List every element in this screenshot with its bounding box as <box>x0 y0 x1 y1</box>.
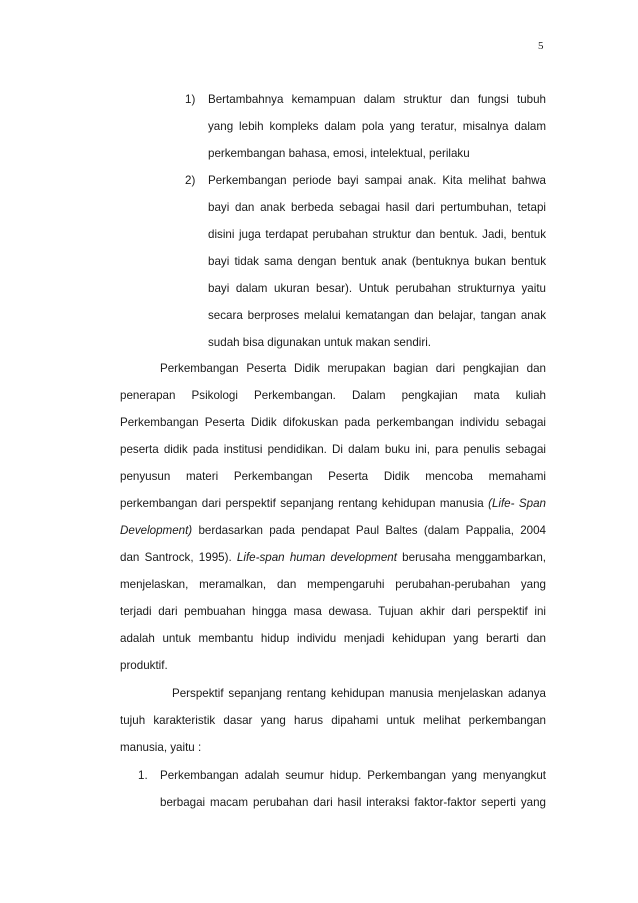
sub-list-line: sudah bisa digunakan untuk makan sendiri. <box>208 336 432 349</box>
sub-list-marker: 2) <box>185 174 196 187</box>
sub-list-line: Perkembangan periode bayi sampai anak. Kita melihat bahwa <box>208 174 546 187</box>
sub-list-line: disini juga terdapat perubahan struktur dan bentuk. Jadi, bentuk <box>208 228 546 241</box>
italic-term: (Life- Span <box>488 497 546 510</box>
sub-list-line: Bertambahnya kemampuan dalam struktur dan fungsi tubuh <box>208 93 546 106</box>
paragraph-line: Perkembangan Peserta Didik merupakan bagian dari pengkajian dan <box>160 362 546 375</box>
paragraph-line: penerapan Psikologi Perkembangan. Dalam pengkajian mata kuliah <box>120 389 546 402</box>
page-number: 5 <box>538 40 544 52</box>
list-marker: 1. <box>138 769 148 782</box>
paragraph-line: menjelaskan, meramalkan, dan mempengaruhi perubahan-perubahan yang <box>120 578 546 591</box>
list-line: berbagai macam perubahan dari hasil interaksi faktor-faktor seperti yang <box>160 796 546 809</box>
paragraph-line: penyusun materi Perkembangan Peserta Didik mencoba memahami <box>120 470 546 483</box>
sub-list-line: bayi dan anak berbeda sebagai hasil dari pertumbuhan, tetapi <box>208 201 546 214</box>
paragraph-line: Perkembangan Peserta Didik difokuskan pada perkembangan individu sebagai <box>120 416 546 429</box>
list-line: Perkembangan adalah seumur hidup. Perkembangan yang menyangkut <box>160 769 546 782</box>
sub-list-line: yang lebih kompleks dalam pola yang teratur, misalnya dalam <box>208 120 546 133</box>
sub-list-marker: 1) <box>185 93 196 106</box>
text-run: berdasarkan pada pendapat Paul Baltes (dalam Pappalia, 2004 <box>192 524 546 537</box>
paragraph-line: produktif. <box>120 659 168 672</box>
paragraph-line: manusia, yaitu : <box>120 741 202 754</box>
text-run: berusaha menggambarkan, <box>396 551 546 564</box>
italic-term: Development) <box>120 524 193 537</box>
paragraph-line: adalah untuk membantu hidup individu menjadi kehidupan yang berarti dan <box>120 632 546 645</box>
sub-list-line: secara berproses melalui kematangan dan belajar, tangan anak <box>208 309 546 322</box>
sub-list-line: bayi tidak sama dengan bentuk anak (bentuknya bukan bentuk <box>208 255 546 268</box>
paragraph-line <box>120 550 546 566</box>
text-run: perkembangan dari perspektif sepanjang rentang kehidupan manusia <box>120 497 489 510</box>
sub-list-line: bayi dalam ukuran besar). Untuk perubahan strukturnya yaitu <box>208 282 546 295</box>
sub-list-line: perkembangan bahasa, emosi, intelektual, perilaku <box>208 147 470 160</box>
text-run: dan Santrock, 1995). <box>120 551 237 564</box>
paragraph-line <box>120 523 546 539</box>
paragraph-line: terjadi dari pembuahan hingga masa dewasa. Tujuan akhir dari perspektif ini <box>120 605 546 618</box>
paragraph-line <box>120 496 546 512</box>
paragraph-line: peserta didik pada institusi pendidikan. Di dalam buku ini, para penulis sebagai <box>120 443 546 456</box>
paragraph-line: tujuh karakteristik dasar yang harus dipahami untuk melihat perkembangan <box>120 714 546 727</box>
paragraph-line: Perspektif sepanjang rentang kehidupan manusia menjelaskan adanya <box>172 687 546 700</box>
italic-term: Life-span human development <box>236 551 397 564</box>
